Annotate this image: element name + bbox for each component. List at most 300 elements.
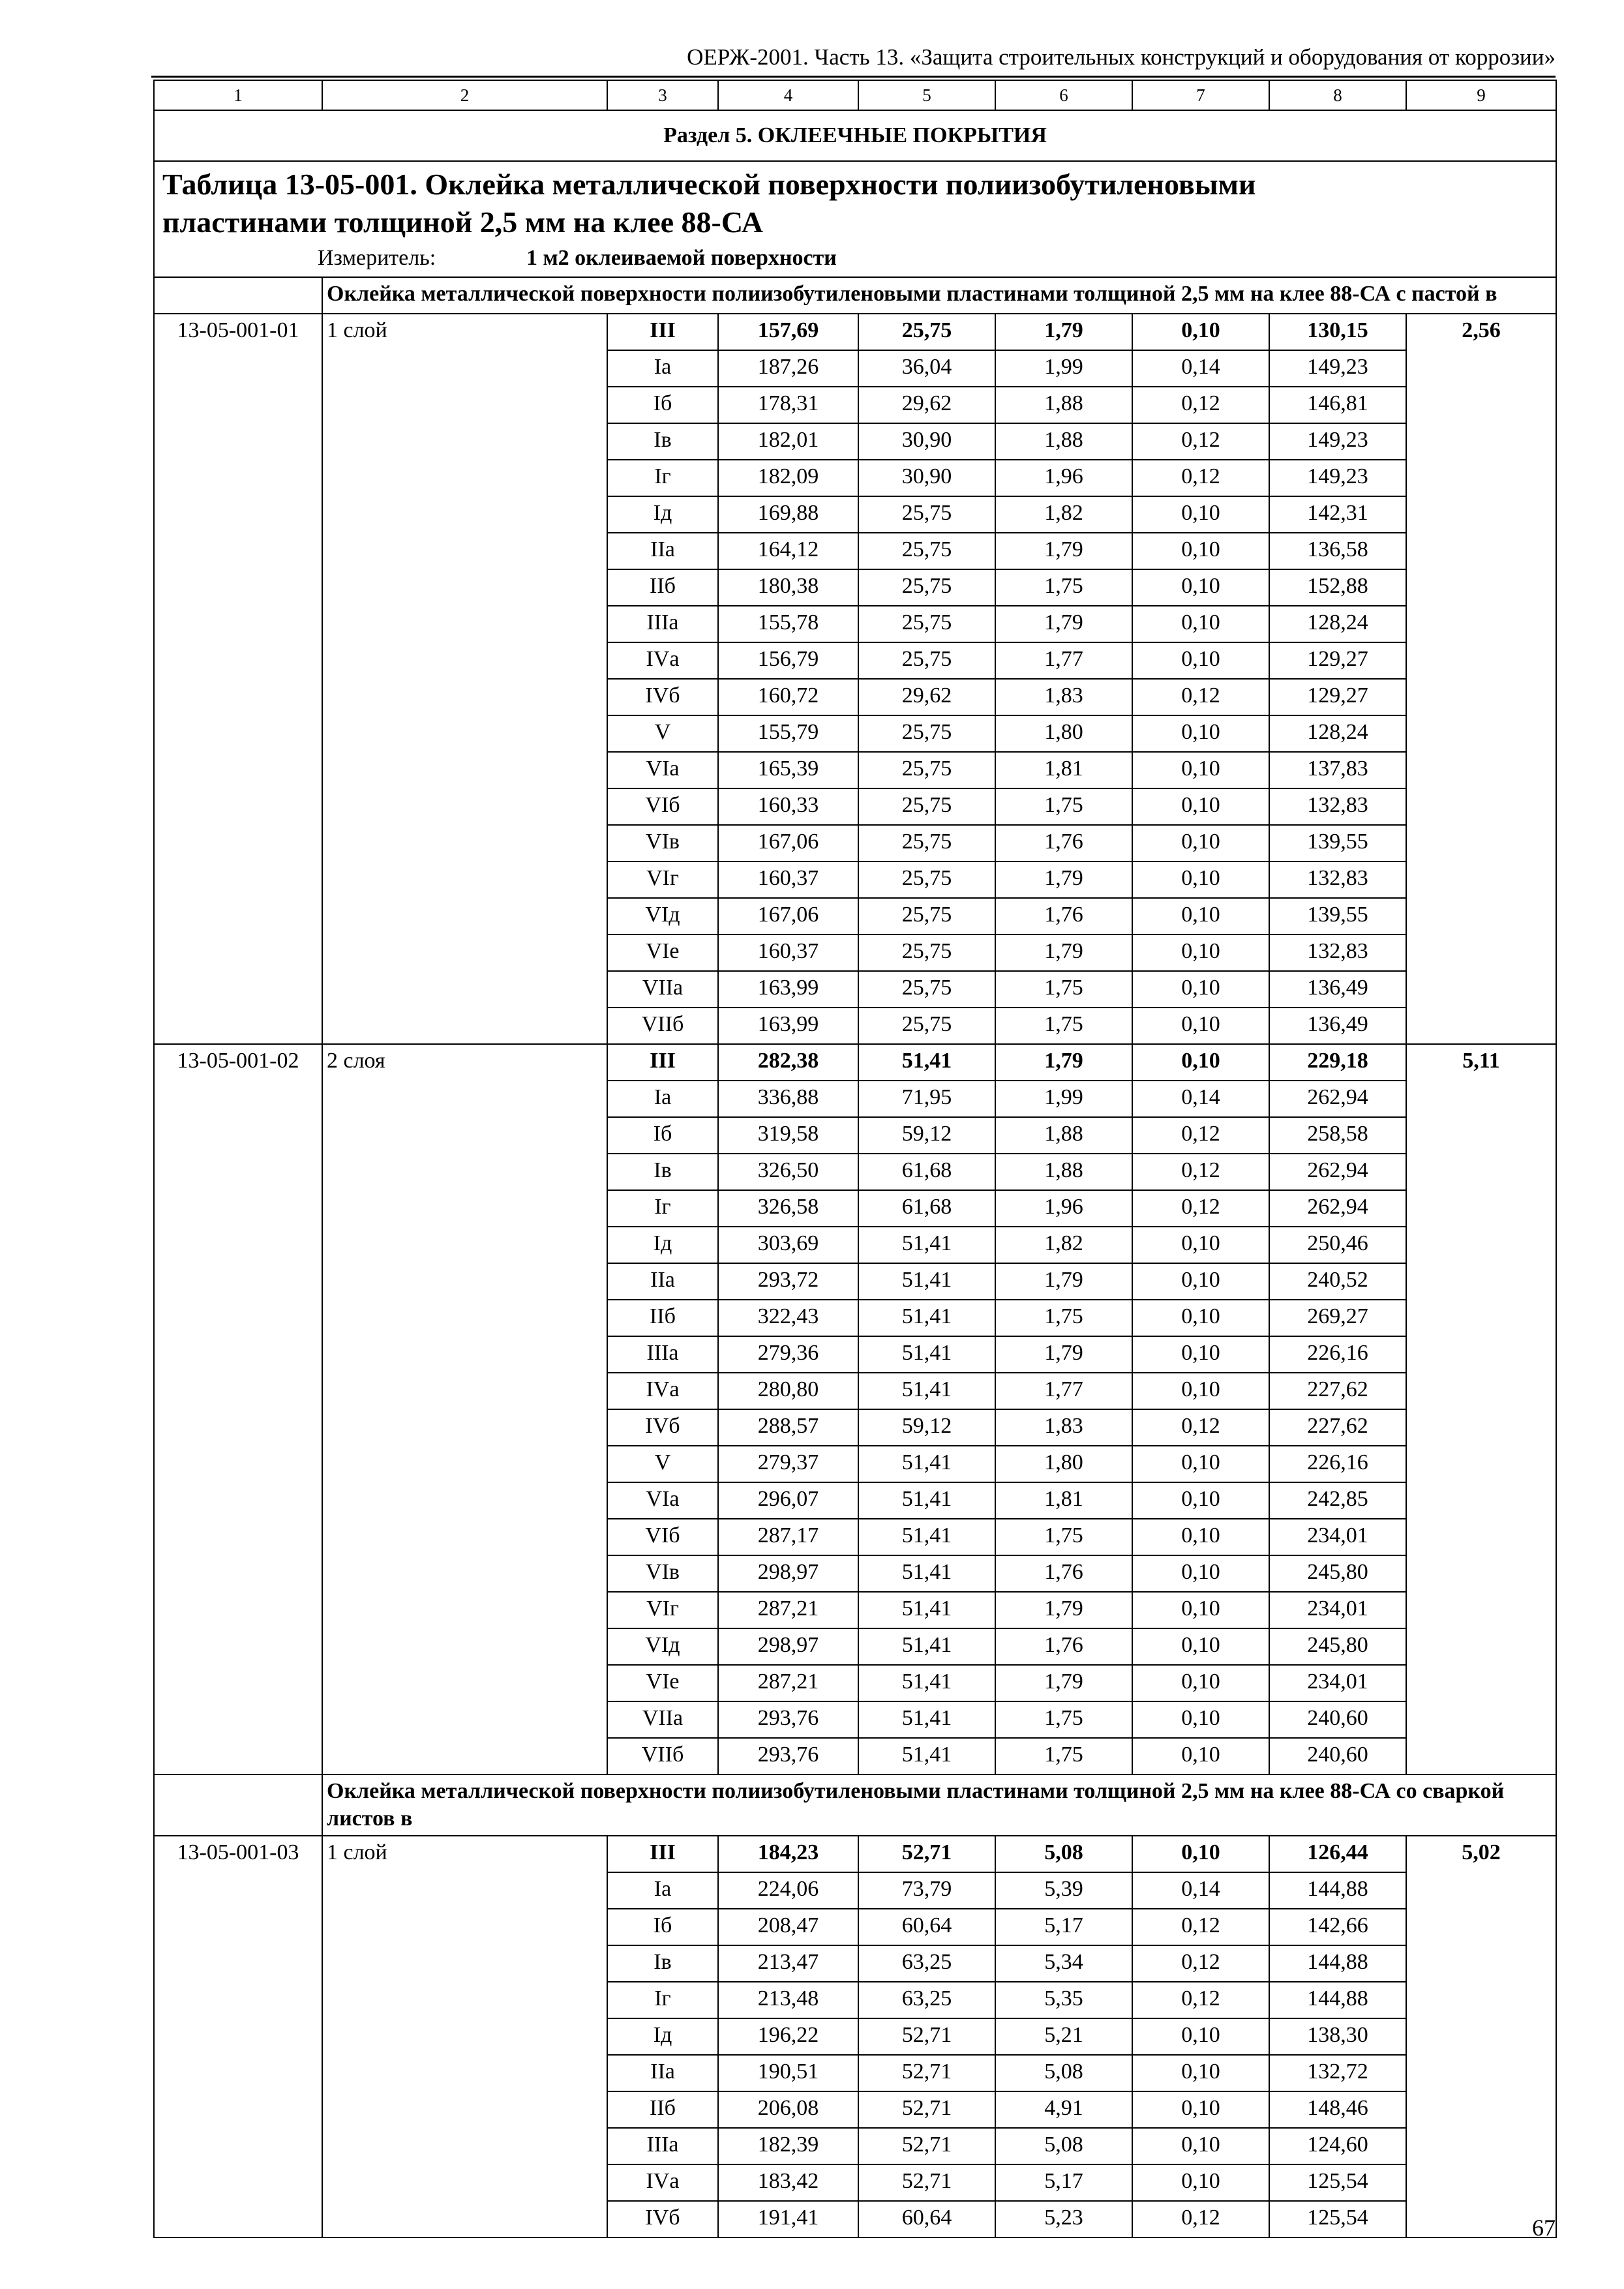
zone-cell: VIе xyxy=(607,935,718,971)
zone-cell: VIIа xyxy=(607,971,718,1008)
value-cell: 4,91 xyxy=(995,2091,1132,2128)
table-title-line2: пластинами толщиной 2,5 мм на клее 88-СА xyxy=(162,205,763,239)
value-cell: 1,83 xyxy=(995,679,1132,715)
value-cell: 51,41 xyxy=(858,1446,995,1482)
value-cell: 0,10 xyxy=(1132,1592,1269,1628)
value-cell: 0,14 xyxy=(1132,1081,1269,1117)
column-number: 6 xyxy=(995,80,1132,110)
value-cell: 279,37 xyxy=(718,1446,858,1482)
value-cell: 1,75 xyxy=(995,971,1132,1008)
value-cell: 187,26 xyxy=(718,350,858,387)
value-cell: 240,60 xyxy=(1269,1738,1406,1774)
value-cell: 1,79 xyxy=(995,533,1132,569)
zone-cell: IIа xyxy=(607,1263,718,1300)
value-cell: 1,79 xyxy=(995,1336,1132,1373)
value-cell: 25,75 xyxy=(858,1008,995,1044)
value-cell: 144,88 xyxy=(1269,1872,1406,1909)
value-cell: 191,41 xyxy=(718,2201,858,2237)
value-cell: 206,08 xyxy=(718,2091,858,2128)
value-cell: 160,72 xyxy=(718,679,858,715)
value-cell: 25,75 xyxy=(858,825,995,861)
zone-cell: IIIа xyxy=(607,606,718,642)
value-cell: 0,10 xyxy=(1132,2091,1269,2128)
zone-cell: V xyxy=(607,1446,718,1482)
value-cell: 1,88 xyxy=(995,423,1132,460)
value-cell: 1,88 xyxy=(995,387,1132,423)
zone-cell: Iв xyxy=(607,423,718,460)
value-cell: 1,79 xyxy=(995,935,1132,971)
value-cell: 1,79 xyxy=(995,1044,1132,1081)
value-cell: 208,47 xyxy=(718,1909,858,1945)
zone-cell: Iб xyxy=(607,1117,718,1154)
value-cell: 1,81 xyxy=(995,752,1132,788)
value-cell: 0,10 xyxy=(1132,642,1269,679)
value-cell: 61,68 xyxy=(858,1154,995,1190)
value-cell: 137,83 xyxy=(1269,752,1406,788)
zone-cell: Iв xyxy=(607,1945,718,1982)
value-cell: 164,12 xyxy=(718,533,858,569)
value-cell: 163,99 xyxy=(718,971,858,1008)
value-cell: 1,76 xyxy=(995,825,1132,861)
unit-value: 1 м2 оклеиваемой поверхности xyxy=(526,246,837,270)
value-cell: 25,75 xyxy=(858,935,995,971)
value-cell: 0,12 xyxy=(1132,1945,1269,1982)
zone-cell: IIб xyxy=(607,569,718,606)
table-row xyxy=(154,1044,1556,1081)
value-cell: 51,41 xyxy=(858,1336,995,1373)
value-cell: 262,94 xyxy=(1269,1190,1406,1227)
zone-cell: Iб xyxy=(607,1909,718,1945)
value-cell: 224,06 xyxy=(718,1872,858,1909)
value-cell: 319,58 xyxy=(718,1117,858,1154)
value-cell: 184,23 xyxy=(718,1836,858,1872)
value-cell: 182,09 xyxy=(718,460,858,496)
value-cell: 242,85 xyxy=(1269,1482,1406,1519)
value-cell: 136,49 xyxy=(1269,1008,1406,1044)
norm-code: 13-05-001-01 xyxy=(154,314,322,1044)
value-cell: 163,99 xyxy=(718,1008,858,1044)
value-cell: 51,41 xyxy=(858,1592,995,1628)
value-cell: 5,23 xyxy=(995,2201,1132,2237)
col9-value: 5,02 xyxy=(1406,1836,1556,2237)
value-cell: 1,76 xyxy=(995,1555,1132,1592)
value-cell: 1,96 xyxy=(995,1190,1132,1227)
value-cell: 288,57 xyxy=(718,1409,858,1446)
column-number: 3 xyxy=(607,80,718,110)
norm-code: 13-05-001-02 xyxy=(154,1044,322,1774)
value-cell: 139,55 xyxy=(1269,898,1406,935)
value-cell: 51,41 xyxy=(858,1482,995,1519)
zone-cell: Iд xyxy=(607,1227,718,1263)
table-title-row xyxy=(154,161,1556,277)
value-cell: 229,18 xyxy=(1269,1044,1406,1081)
value-cell: 132,83 xyxy=(1269,935,1406,971)
section-title-row xyxy=(154,110,1556,161)
value-cell: 160,37 xyxy=(718,861,858,898)
empty-code-cell xyxy=(154,277,322,314)
value-cell: 0,10 xyxy=(1132,533,1269,569)
value-cell: 125,54 xyxy=(1269,2164,1406,2201)
zone-cell: Iд xyxy=(607,2018,718,2055)
value-cell: 126,44 xyxy=(1269,1836,1406,1872)
zone-cell: IIб xyxy=(607,2091,718,2128)
value-cell: 63,25 xyxy=(858,1945,995,1982)
value-cell: 125,54 xyxy=(1269,2201,1406,2237)
column-number: 9 xyxy=(1406,80,1556,110)
zone-cell: IIа xyxy=(607,2055,718,2091)
value-cell: 51,41 xyxy=(858,1555,995,1592)
zone-cell: IVа xyxy=(607,642,718,679)
value-cell: 1,83 xyxy=(995,1409,1132,1446)
value-cell: 213,48 xyxy=(718,1982,858,2018)
value-cell: 25,75 xyxy=(858,715,995,752)
unit-label: Измеритель: xyxy=(318,246,436,270)
value-cell: 129,27 xyxy=(1269,642,1406,679)
value-cell: 5,39 xyxy=(995,1872,1132,1909)
value-cell: 262,94 xyxy=(1269,1154,1406,1190)
value-cell: 51,41 xyxy=(858,1628,995,1665)
value-cell: 59,12 xyxy=(858,1117,995,1154)
value-cell: 322,43 xyxy=(718,1300,858,1336)
value-cell: 25,75 xyxy=(858,642,995,679)
value-cell: 245,80 xyxy=(1269,1628,1406,1665)
value-cell: 240,60 xyxy=(1269,1701,1406,1738)
subheading-row xyxy=(154,277,1556,314)
norm-name: 2 слоя xyxy=(322,1044,607,1774)
value-cell: 51,41 xyxy=(858,1300,995,1336)
value-cell: 52,71 xyxy=(858,2018,995,2055)
value-cell: 1,75 xyxy=(995,1701,1132,1738)
value-cell: 29,62 xyxy=(858,679,995,715)
value-cell: 287,21 xyxy=(718,1665,858,1701)
value-cell: 1,77 xyxy=(995,1373,1132,1409)
value-cell: 0,12 xyxy=(1132,2201,1269,2237)
value-cell: 0,10 xyxy=(1132,898,1269,935)
value-cell: 71,95 xyxy=(858,1081,995,1117)
zone-cell: VIд xyxy=(607,898,718,935)
value-cell: 1,96 xyxy=(995,460,1132,496)
value-cell: 287,21 xyxy=(718,1592,858,1628)
value-cell: 0,10 xyxy=(1132,861,1269,898)
value-cell: 0,12 xyxy=(1132,1190,1269,1227)
column-number: 1 xyxy=(154,80,322,110)
value-cell: 138,30 xyxy=(1269,2018,1406,2055)
value-cell: 29,62 xyxy=(858,387,995,423)
zone-cell: IVа xyxy=(607,2164,718,2201)
value-cell: 240,52 xyxy=(1269,1263,1406,1300)
value-cell: 326,58 xyxy=(718,1190,858,1227)
value-cell: 303,69 xyxy=(718,1227,858,1263)
zone-cell: Iг xyxy=(607,1982,718,2018)
value-cell: 287,17 xyxy=(718,1519,858,1555)
value-cell: 293,72 xyxy=(718,1263,858,1300)
zone-cell: IIа xyxy=(607,533,718,569)
value-cell: 293,76 xyxy=(718,1738,858,1774)
value-cell: 183,42 xyxy=(718,2164,858,2201)
value-cell: 1,79 xyxy=(995,1592,1132,1628)
section-title: Раздел 5. ОКЛЕЕЧНЫЕ ПОКРЫТИЯ xyxy=(154,110,1556,161)
value-cell: 298,97 xyxy=(718,1628,858,1665)
zone-cell: IVб xyxy=(607,1409,718,1446)
value-cell: 258,58 xyxy=(1269,1117,1406,1154)
value-cell: 0,10 xyxy=(1132,752,1269,788)
value-cell: 234,01 xyxy=(1269,1519,1406,1555)
value-cell: 61,68 xyxy=(858,1190,995,1227)
page-number: 67 xyxy=(1532,2215,1556,2241)
value-cell: 25,75 xyxy=(858,898,995,935)
value-cell: 226,16 xyxy=(1269,1336,1406,1373)
subheading: Оклейка металлической поверхности полиизобутиленовыми пластинами толщиной 2,5 мм на клее 88-СА с пастой в xyxy=(322,277,1556,314)
value-cell: 0,12 xyxy=(1132,387,1269,423)
zone-cell: VIе xyxy=(607,1665,718,1701)
value-cell: 0,10 xyxy=(1132,1227,1269,1263)
zone-cell: VIг xyxy=(607,861,718,898)
value-cell: 25,75 xyxy=(858,606,995,642)
column-number: 7 xyxy=(1132,80,1269,110)
value-cell: 245,80 xyxy=(1269,1555,1406,1592)
value-cell: 5,08 xyxy=(995,2128,1132,2164)
table-title-line1: Таблица 13-05-001. Оклейка металлической поверхности полиизобутиленовыми xyxy=(162,168,1256,201)
value-cell: 1,75 xyxy=(995,1738,1132,1774)
value-cell: 1,82 xyxy=(995,496,1132,533)
value-cell: 262,94 xyxy=(1269,1081,1406,1117)
value-cell: 52,71 xyxy=(858,2164,995,2201)
value-cell: 1,80 xyxy=(995,1446,1132,1482)
page-header: ОЕРЖ-2001. Часть 13. «Защита строительных конструкций и оборудования от коррозии» xyxy=(151,39,1556,78)
value-cell: 182,01 xyxy=(718,423,858,460)
subheading-row xyxy=(154,1774,1556,1836)
value-cell: 1,99 xyxy=(995,1081,1132,1117)
value-cell: 136,49 xyxy=(1269,971,1406,1008)
value-cell: 169,88 xyxy=(718,496,858,533)
zone-cell: IIIа xyxy=(607,2128,718,2164)
value-cell: 213,47 xyxy=(718,1945,858,1982)
zone-cell: VIб xyxy=(607,1519,718,1555)
zone-cell: Iа xyxy=(607,1081,718,1117)
norm-name: 1 слой xyxy=(322,314,607,1044)
value-cell: 0,10 xyxy=(1132,1836,1269,1872)
zone-cell: III xyxy=(607,1836,718,1872)
empty-code-cell xyxy=(154,1774,322,1836)
zone-cell: Iд xyxy=(607,496,718,533)
value-cell: 142,66 xyxy=(1269,1909,1406,1945)
value-cell: 0,10 xyxy=(1132,825,1269,861)
value-cell: 60,64 xyxy=(858,2201,995,2237)
value-cell: 152,88 xyxy=(1269,569,1406,606)
column-number: 4 xyxy=(718,80,858,110)
value-cell: 0,14 xyxy=(1132,350,1269,387)
value-cell: 0,10 xyxy=(1132,1446,1269,1482)
value-cell: 190,51 xyxy=(718,2055,858,2091)
value-cell: 132,72 xyxy=(1269,2055,1406,2091)
value-cell: 0,10 xyxy=(1132,314,1269,350)
value-cell: 51,41 xyxy=(858,1044,995,1081)
value-cell: 0,12 xyxy=(1132,679,1269,715)
value-cell: 142,31 xyxy=(1269,496,1406,533)
zone-cell: IVб xyxy=(607,2201,718,2237)
value-cell: 0,10 xyxy=(1132,606,1269,642)
value-cell: 5,34 xyxy=(995,1945,1132,1982)
value-cell: 0,10 xyxy=(1132,788,1269,825)
value-cell: 1,75 xyxy=(995,1008,1132,1044)
value-cell: 155,79 xyxy=(718,715,858,752)
value-cell: 1,82 xyxy=(995,1227,1132,1263)
value-cell: 1,79 xyxy=(995,314,1132,350)
value-cell: 0,10 xyxy=(1132,1738,1269,1774)
value-cell: 25,75 xyxy=(858,496,995,533)
value-cell: 293,76 xyxy=(718,1701,858,1738)
column-number: 5 xyxy=(858,80,995,110)
value-cell: 1,99 xyxy=(995,350,1132,387)
value-cell: 52,71 xyxy=(858,1836,995,1872)
value-cell: 129,27 xyxy=(1269,679,1406,715)
value-cell: 144,88 xyxy=(1269,1945,1406,1982)
col9-value: 2,56 xyxy=(1406,314,1556,1044)
value-cell: 0,10 xyxy=(1132,2018,1269,2055)
value-cell: 30,90 xyxy=(858,423,995,460)
zone-cell: VIв xyxy=(607,1555,718,1592)
value-cell: 0,10 xyxy=(1132,1008,1269,1044)
table-row xyxy=(154,1836,1556,1872)
value-cell: 63,25 xyxy=(858,1982,995,2018)
norm-name: 1 слой xyxy=(322,1836,607,2237)
zone-cell: IIIа xyxy=(607,1336,718,1373)
value-cell: 5,35 xyxy=(995,1982,1132,2018)
value-cell: 0,10 xyxy=(1132,2128,1269,2164)
value-cell: 160,37 xyxy=(718,935,858,971)
value-cell: 234,01 xyxy=(1269,1665,1406,1701)
value-cell: 1,81 xyxy=(995,1482,1132,1519)
value-cell: 5,17 xyxy=(995,1909,1132,1945)
value-cell: 0,10 xyxy=(1132,2164,1269,2201)
value-cell: 157,69 xyxy=(718,314,858,350)
value-cell: 226,16 xyxy=(1269,1446,1406,1482)
zone-cell: IIб xyxy=(607,1300,718,1336)
value-cell: 0,10 xyxy=(1132,1263,1269,1300)
value-cell: 30,90 xyxy=(858,460,995,496)
value-cell: 0,10 xyxy=(1132,1336,1269,1373)
value-cell: 0,12 xyxy=(1132,1154,1269,1190)
value-cell: 128,24 xyxy=(1269,606,1406,642)
value-cell: 25,75 xyxy=(858,861,995,898)
value-cell: 0,10 xyxy=(1132,2055,1269,2091)
zone-cell: Iв xyxy=(607,1154,718,1190)
value-cell: 51,41 xyxy=(858,1665,995,1701)
value-cell: 36,04 xyxy=(858,350,995,387)
value-cell: 227,62 xyxy=(1269,1409,1406,1446)
value-cell: 336,88 xyxy=(718,1081,858,1117)
column-number: 8 xyxy=(1269,80,1406,110)
value-cell: 25,75 xyxy=(858,314,995,350)
value-cell: 5,17 xyxy=(995,2164,1132,2201)
zone-cell: Iг xyxy=(607,460,718,496)
value-cell: 0,10 xyxy=(1132,1482,1269,1519)
value-cell: 0,12 xyxy=(1132,423,1269,460)
value-cell: 25,75 xyxy=(858,971,995,1008)
value-cell: 51,41 xyxy=(858,1738,995,1774)
table-row xyxy=(154,314,1556,350)
value-cell: 149,23 xyxy=(1269,350,1406,387)
zone-cell: VIг xyxy=(607,1592,718,1628)
value-cell: 1,75 xyxy=(995,788,1132,825)
value-cell: 0,14 xyxy=(1132,1872,1269,1909)
value-cell: 148,46 xyxy=(1269,2091,1406,2128)
value-cell: 1,75 xyxy=(995,1519,1132,1555)
value-cell: 51,41 xyxy=(858,1263,995,1300)
value-cell: 1,79 xyxy=(995,1665,1132,1701)
value-cell: 144,88 xyxy=(1269,1982,1406,2018)
value-cell: 25,75 xyxy=(858,569,995,606)
zone-cell: VIд xyxy=(607,1628,718,1665)
value-cell: 0,10 xyxy=(1132,1373,1269,1409)
value-cell: 51,41 xyxy=(858,1701,995,1738)
value-cell: 132,83 xyxy=(1269,788,1406,825)
value-cell: 234,01 xyxy=(1269,1592,1406,1628)
value-cell: 0,10 xyxy=(1132,1555,1269,1592)
value-cell: 0,12 xyxy=(1132,1117,1269,1154)
zone-cell: IVа xyxy=(607,1373,718,1409)
value-cell: 0,10 xyxy=(1132,1665,1269,1701)
zone-cell: Iа xyxy=(607,350,718,387)
value-cell: 156,79 xyxy=(718,642,858,679)
value-cell: 160,33 xyxy=(718,788,858,825)
value-cell: 130,15 xyxy=(1269,314,1406,350)
norms-table xyxy=(153,80,1557,2238)
value-cell: 0,10 xyxy=(1132,1701,1269,1738)
value-cell: 1,76 xyxy=(995,1628,1132,1665)
zone-cell: Iа xyxy=(607,1872,718,1909)
value-cell: 139,55 xyxy=(1269,825,1406,861)
value-cell: 196,22 xyxy=(718,2018,858,2055)
value-cell: 5,21 xyxy=(995,2018,1132,2055)
value-cell: 0,10 xyxy=(1132,1300,1269,1336)
value-cell: 1,76 xyxy=(995,898,1132,935)
value-cell: 136,58 xyxy=(1269,533,1406,569)
unit-line xyxy=(162,244,1548,273)
value-cell: 167,06 xyxy=(718,898,858,935)
value-cell: 1,88 xyxy=(995,1154,1132,1190)
zone-cell: IVб xyxy=(607,679,718,715)
zone-cell: VIIб xyxy=(607,1008,718,1044)
value-cell: 180,38 xyxy=(718,569,858,606)
zone-cell: III xyxy=(607,1044,718,1081)
value-cell: 52,71 xyxy=(858,2128,995,2164)
value-cell: 52,71 xyxy=(858,2091,995,2128)
value-cell: 282,38 xyxy=(718,1044,858,1081)
value-cell: 1,79 xyxy=(995,1263,1132,1300)
column-numbers-row xyxy=(154,80,1556,110)
value-cell: 1,88 xyxy=(995,1117,1132,1154)
value-cell: 0,10 xyxy=(1132,569,1269,606)
value-cell: 269,27 xyxy=(1269,1300,1406,1336)
value-cell: 0,10 xyxy=(1132,1519,1269,1555)
value-cell: 1,75 xyxy=(995,1300,1132,1336)
value-cell: 0,10 xyxy=(1132,1628,1269,1665)
value-cell: 0,10 xyxy=(1132,971,1269,1008)
value-cell: 25,75 xyxy=(858,788,995,825)
value-cell: 1,79 xyxy=(995,861,1132,898)
value-cell: 280,80 xyxy=(718,1373,858,1409)
zone-cell: VIIб xyxy=(607,1738,718,1774)
value-cell: 52,71 xyxy=(858,2055,995,2091)
value-cell: 1,80 xyxy=(995,715,1132,752)
value-cell: 73,79 xyxy=(858,1872,995,1909)
zone-cell: Iг xyxy=(607,1190,718,1227)
value-cell: 326,50 xyxy=(718,1154,858,1190)
value-cell: 0,12 xyxy=(1132,1909,1269,1945)
value-cell: 51,41 xyxy=(858,1519,995,1555)
value-cell: 149,23 xyxy=(1269,423,1406,460)
